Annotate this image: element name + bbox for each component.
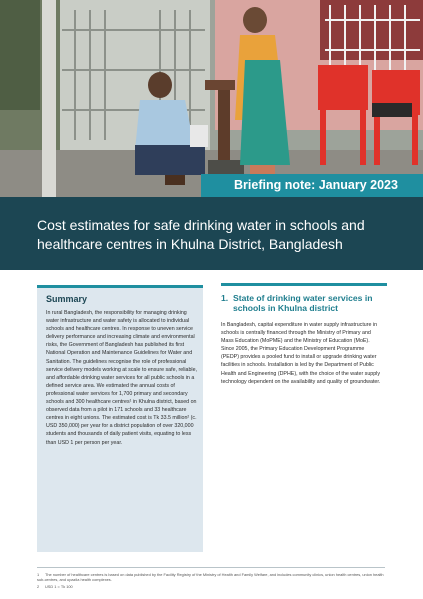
section-1-accent-bar	[221, 283, 387, 286]
summary-heading: Summary	[46, 294, 88, 304]
section-1-heading-line1: State of drinking water services in	[233, 293, 373, 303]
footnote-2-number: 2	[37, 584, 40, 589]
section-1-body: In Bangladesh, capital expenditure in water supply infrastructure in schools is centrally financed through the Ministry of Primary and Mass Education (MoPME) and the Ministry of Education (MoE). Since 2005, the Primary Education Development Programme (PEDP) provides a pooled fund to install or upgrade drinking water facilities in schools. Installation is led by the Department of Public Health and Engineering (DPHE), with the choice of the water supply technology dependent on the availability and quality of groundwater.	[221, 322, 381, 385]
footnote-1	[37, 572, 385, 583]
footnote-2-text: USD 1 = Tk 100	[45, 584, 73, 589]
footnote-1-text: The number of healthcare centres is based on data published by the Facility Registry of the Ministry of Health and Family Welfare, and includes community clinics, union health centres, union health sub-centres, and upazila health complexes.	[37, 572, 384, 583]
summary-accent-bar	[37, 285, 203, 288]
cover-photo-illustration	[0, 0, 423, 198]
briefing-date-badge: Briefing note: January 2023	[201, 174, 423, 197]
section-1-heading	[221, 293, 387, 313]
footnote-2	[37, 584, 385, 589]
cover-photo	[0, 0, 423, 198]
document-title: Cost estimates for safe drinking water in schools and healthcare centres in Khulna District, Bangladesh	[37, 217, 365, 252]
section-1-heading-line2: schools in Khulna district	[233, 303, 339, 313]
footnote-divider	[37, 567, 385, 568]
summary-box	[37, 285, 203, 552]
title-band	[0, 197, 423, 270]
summary-body: In rural Bangladesh, the responsibility for managing drinking water infrastructure and water safety is allocated to individual schools and healthcare centres. In response to uneven service delivery performance and increasing climate and environmental risks, the Government of Bangladesh has published its first National Operation and Maintenance Guidelines for Water and Sanitation. The guidelines recognise the role of professional service delivery models working at scale to ensure safe, reliable, and affordable drinking water services for all public schools in a defined service area. We estimated the annual costs of professional water services for 1,700 primary and secondary schools and 300 healthcare centres¹ in Khulna district, based on observed data from a pilot in 171 schools and 33 healthcare centres in eight unions. The estimated cost is Tk 33.5 million² (c. USD 350,000) per year for a district population of over 320,000 students and thousands of daily patient visits, equating to less than USD 1 per person per year.	[46, 310, 198, 446]
section-1-number: 1.	[221, 293, 229, 303]
footnote-1-number: 1	[37, 572, 40, 577]
